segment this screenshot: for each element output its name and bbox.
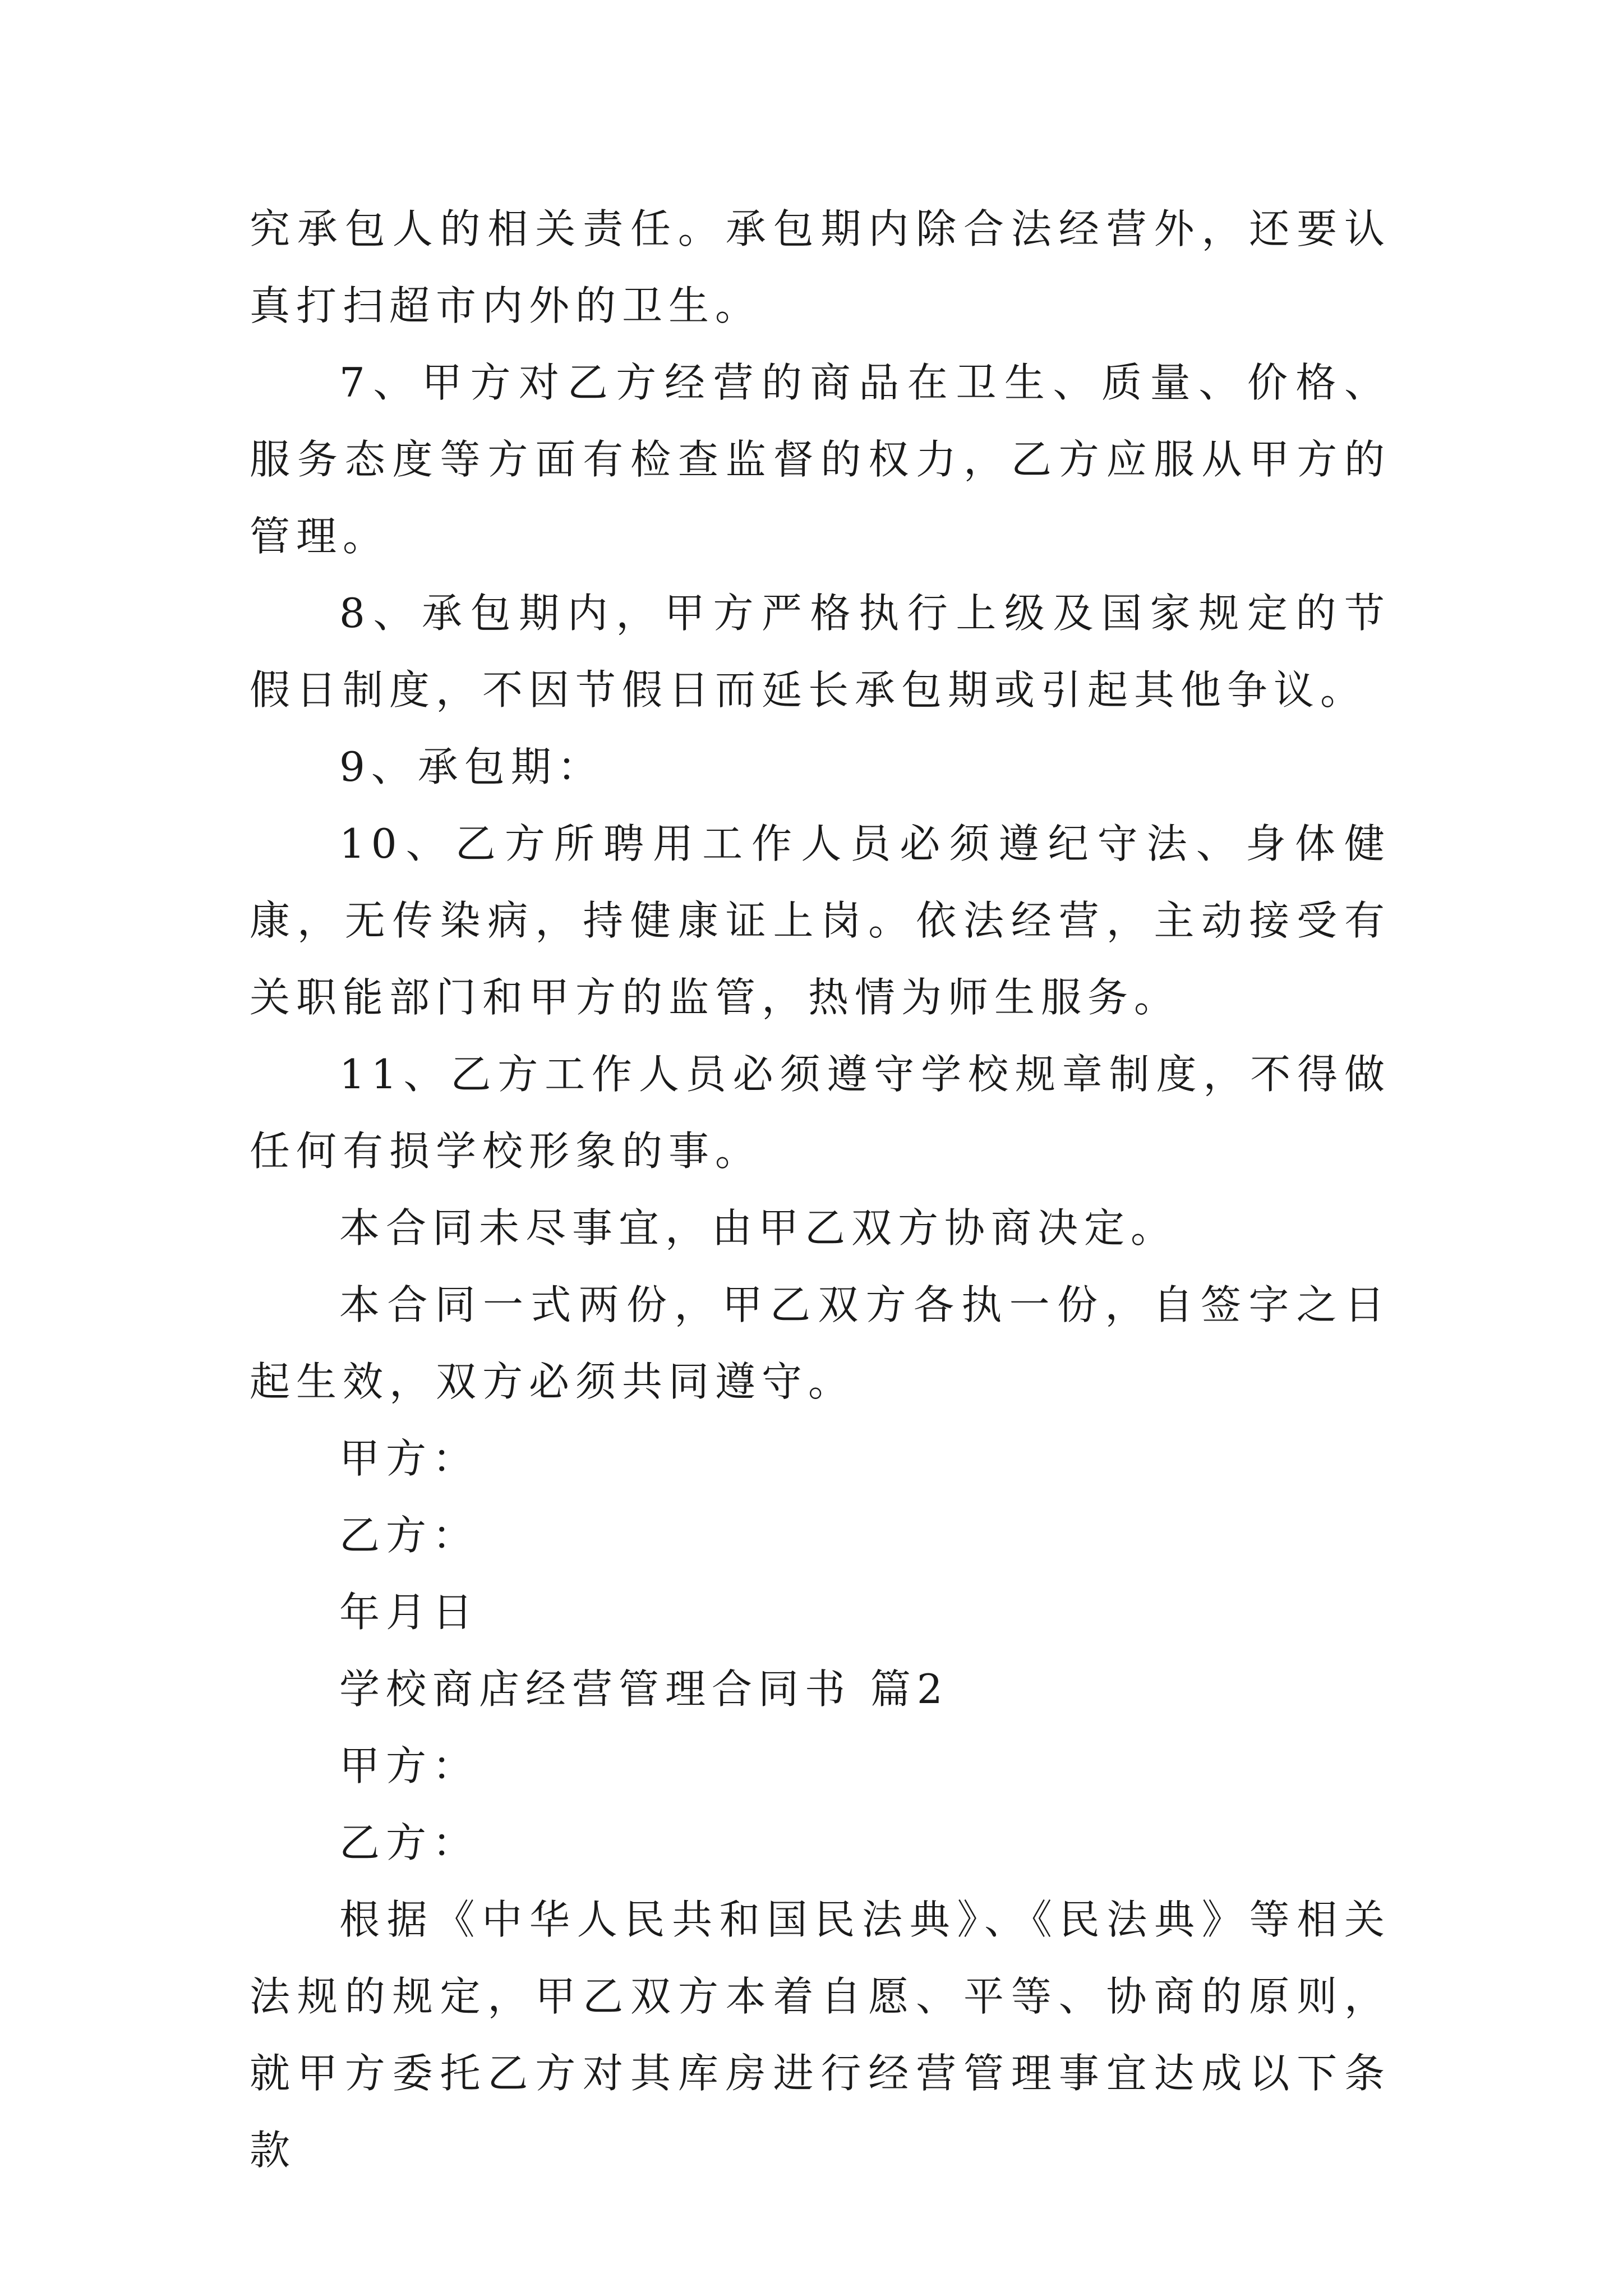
- document-body: [250, 191, 1391, 2189]
- signature-date: 年月日: [339, 1589, 479, 1636]
- paragraph-copies-effective: 本合同一式两份，甲乙双方各执一份，自签字之日起生效，双方必须共同遵守。: [250, 1281, 1391, 1405]
- party-b-label: 乙方：: [339, 1819, 479, 1866]
- paragraph-clause-8: 8、承包期内，甲方严格执行上级及国家规定的节假日制度，不因节假日而延长承包期或引起其他争议。: [250, 590, 1391, 714]
- signature-party-a: 甲方：: [339, 1435, 479, 1482]
- paragraph-preamble: 根据《中华人民共和国民法典》、《民法典》等相关法规的规定，甲乙双方本着自愿、平等、协商的原则，就甲方委托乙方对其库房进行经营管理事宜达成以下条款: [250, 1896, 1391, 2174]
- paragraph-clause-7: 7、甲方对乙方经营的商品在卫生、质量、价格、服务态度等方面有检查监督的权力，乙方应服从甲方的管理。: [250, 359, 1391, 560]
- paragraph-clause-10: 10、乙方所聘用工作人员必须遵纪守法、身体健康，无传染病，持健康证上岗。依法经营，主动接受有关职能部门和甲方的监管，热情为师生服务。: [250, 820, 1391, 1021]
- paragraph-continuation: 究承包人的相关责任。承包期内除合法经营外，还要认真打扫超市内外的卫生。: [250, 205, 1391, 329]
- paragraph-unresolved-matters: 本合同未尽事宜，由甲乙双方协商决定。: [339, 1204, 1178, 1251]
- paragraph-clause-11: 11、乙方工作人员必须遵守学校规章制度，不得做任何有损学校形象的事。: [250, 1051, 1391, 1175]
- signature-party-b: 乙方：: [339, 1512, 479, 1559]
- party-a-label: 甲方：: [339, 1742, 479, 1789]
- paragraph-clause-9: 9、承包期：: [339, 743, 604, 790]
- section-title: 学校商店经营管理合同书 篇2: [339, 1665, 949, 1713]
